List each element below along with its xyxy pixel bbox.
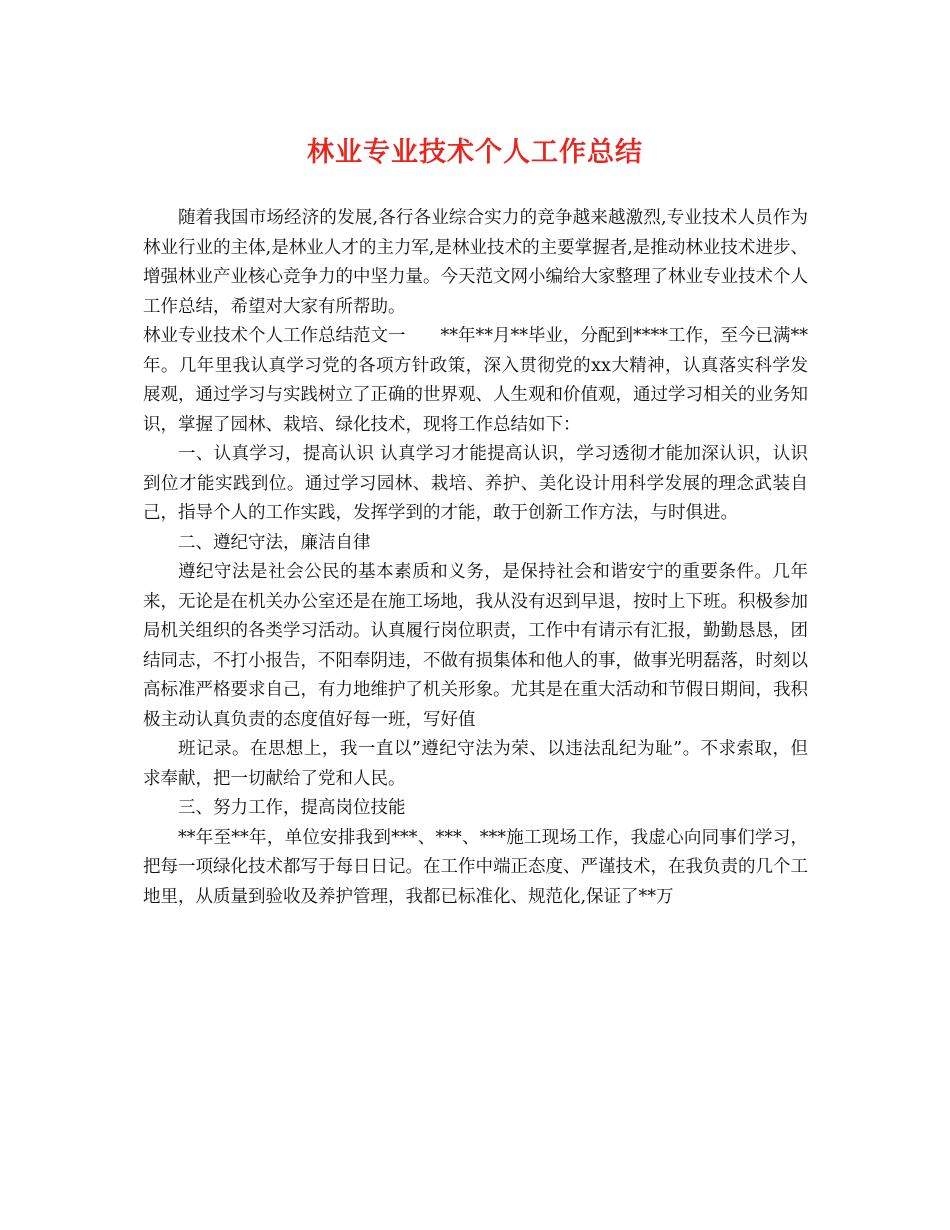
paragraph-sample-one: 林业专业技术个人工作总结范文一 **年**月**毕业，分配到****工作，至今已满**年。几年里我认真学习党的各项方针政策，深入贯彻党的xx大精神，认真落实科学发展观，通过学习与实践树立了正确的世界观、人生观和价值观，通过学习相关的业务知识，掌握了园林、栽培、绿化技术，现将工作总结如下： (143, 326, 808, 435)
paragraph-intro: 随着我国市场经济的发展,各行各业综合实力的竞争越来越激烈,专业技术人员作为林业行业的主体,是林业人才的主力军,是林业技术的主要掌握者,是推动林业技术进步、增强林业产业核心竞争力的中坚力量。今天范文网小编给大家整理了林业专业技术个人工作总结，希望对大家有所帮助。 (143, 208, 808, 317)
document-title: 林业专业技术个人工作总结 (307, 137, 643, 168)
section-heading-three: 三、努力工作，提高岗位技能 (178, 798, 406, 818)
section-heading-two: 二、遵纪守法，廉洁自律 (178, 532, 371, 553)
paragraph-section-three: **年至**年，单位安排我到***、***、***施工现场工作，我虚心向同事们学习，把每一项绿化技术都写于每日日记。在工作中端正态度、严谨技术，在我负责的几个工地里，从质量到验收及养护管理，我都已标准化、规范化,保证了**万 (143, 827, 808, 907)
document-body (143, 204, 808, 912)
paragraph-section-one: 一、认真学习，提高认识 认真学习才能提高认识，学习透彻才能加深认识，认识到位才能实践到位。通过学习园林、栽培、养护、美化设计用科学发展的理念武装自己，指导个人的工作实践，发挥学到的才能，敢于创新工作方法，与时俱进。 (143, 444, 808, 523)
paragraph-section-two-continued: 班记录。在思想上，我一直以”遵纪守法为荣、以违法乱纪为耻”。不求索取，但求奉献，把一切献给了党和人民。 (143, 739, 808, 789)
paragraph-section-two: 遵纪守法是社会公民的基本素质和义务，是保持社会和谐安宁的重要条件。几年来，无论是在机关办公室还是在施工场地，我从没有迟到早退，按时上下班。积极参加局机关组织的各类学习活动。认真履行岗位职责，工作中有请示有汇报，勤勤恳恳，团结同志，不打小报告，不阳奉阴违，不做有损集体和他人的事，做事光明磊落，时刻以高标准严格要求自己，有力地维护了机关形象。尤其是在重大活动和节假日期间，我积极主动认真负责的态度值好每一班，写好值 (143, 562, 808, 730)
